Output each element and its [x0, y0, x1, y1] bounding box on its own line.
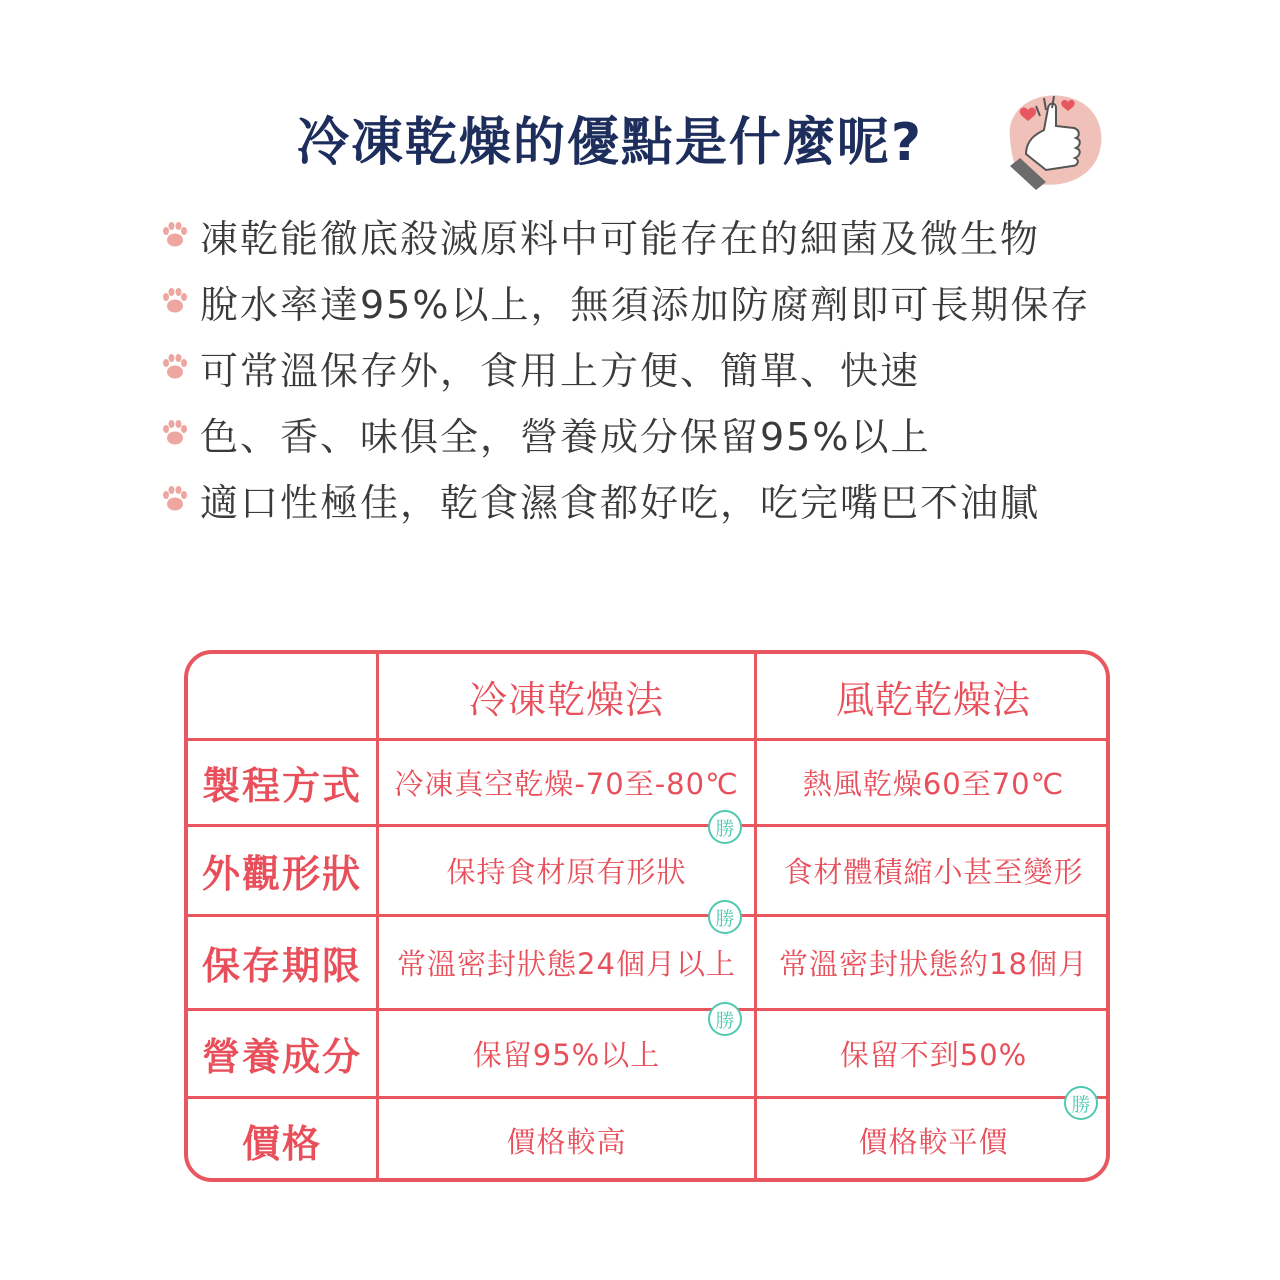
win-badge: 勝: [708, 810, 742, 844]
list-item: [158, 268, 1090, 334]
page-title: 冷凍乾燥的優點是什麼呢?: [296, 113, 924, 173]
paw-icon: [158, 482, 192, 516]
win-badge: 勝: [708, 900, 742, 934]
row-label: 保存期限: [201, 944, 362, 988]
row-label: 製程方式: [201, 764, 362, 808]
freeze-dry-value: 冷凍真空乾燥-70至-80℃: [394, 767, 739, 801]
paw-icon: [158, 218, 192, 252]
bullet-text: 色、香、味俱全，營養成分保留95%以上: [200, 414, 931, 459]
air-dry-value: 價格較平價: [858, 1125, 1009, 1159]
air-dry-value: 保留不到50%: [839, 1038, 1028, 1072]
header-freeze-dry: 冷凍乾燥法: [468, 677, 664, 722]
freeze-dry-value: 價格較高: [506, 1125, 627, 1159]
freeze-dry-value: 保留95%以上: [472, 1038, 661, 1072]
row-label: 營養成分: [201, 1035, 362, 1079]
bullet-text: 可常溫保存外，食用上方便、簡單、快速: [200, 348, 921, 393]
bullet-text: 凍乾能徹底殺滅原料中可能存在的細菌及微生物: [200, 216, 1041, 261]
list-item: [158, 202, 1090, 268]
bullet-text: 適口性極佳，乾食濕食都好吃，吃完嘴巴不油膩: [200, 480, 1041, 525]
air-dry-value: 常溫密封狀態約18個月: [779, 947, 1088, 981]
list-item: [158, 466, 1090, 532]
freeze-dry-value: 保持食材原有形狀: [446, 855, 687, 889]
row-label: 價格: [241, 1122, 322, 1166]
freeze-dry-value: 常溫密封狀態24個月以上: [397, 947, 736, 981]
paw-icon: [158, 284, 192, 318]
win-badge: 勝: [708, 1002, 742, 1036]
list-item: [158, 400, 1090, 466]
list-item: [158, 334, 1090, 400]
air-dry-value: 食材體積縮小甚至變形: [783, 855, 1084, 889]
paw-icon: [158, 350, 192, 384]
feature-list: [158, 202, 1090, 532]
win-badge: 勝: [1064, 1086, 1098, 1120]
row-label: 外觀形狀: [201, 852, 362, 896]
comparison-table: [184, 650, 1110, 1182]
thumbs-up-heart-icon: [996, 90, 1108, 190]
air-dry-value: 熱風乾燥60至70℃: [802, 767, 1065, 801]
bullet-text: 脫水率達95%以上，無須添加防腐劑即可長期保存: [200, 282, 1091, 327]
paw-icon: [158, 416, 192, 450]
header-air-dry: 風乾乾燥法: [835, 677, 1031, 722]
